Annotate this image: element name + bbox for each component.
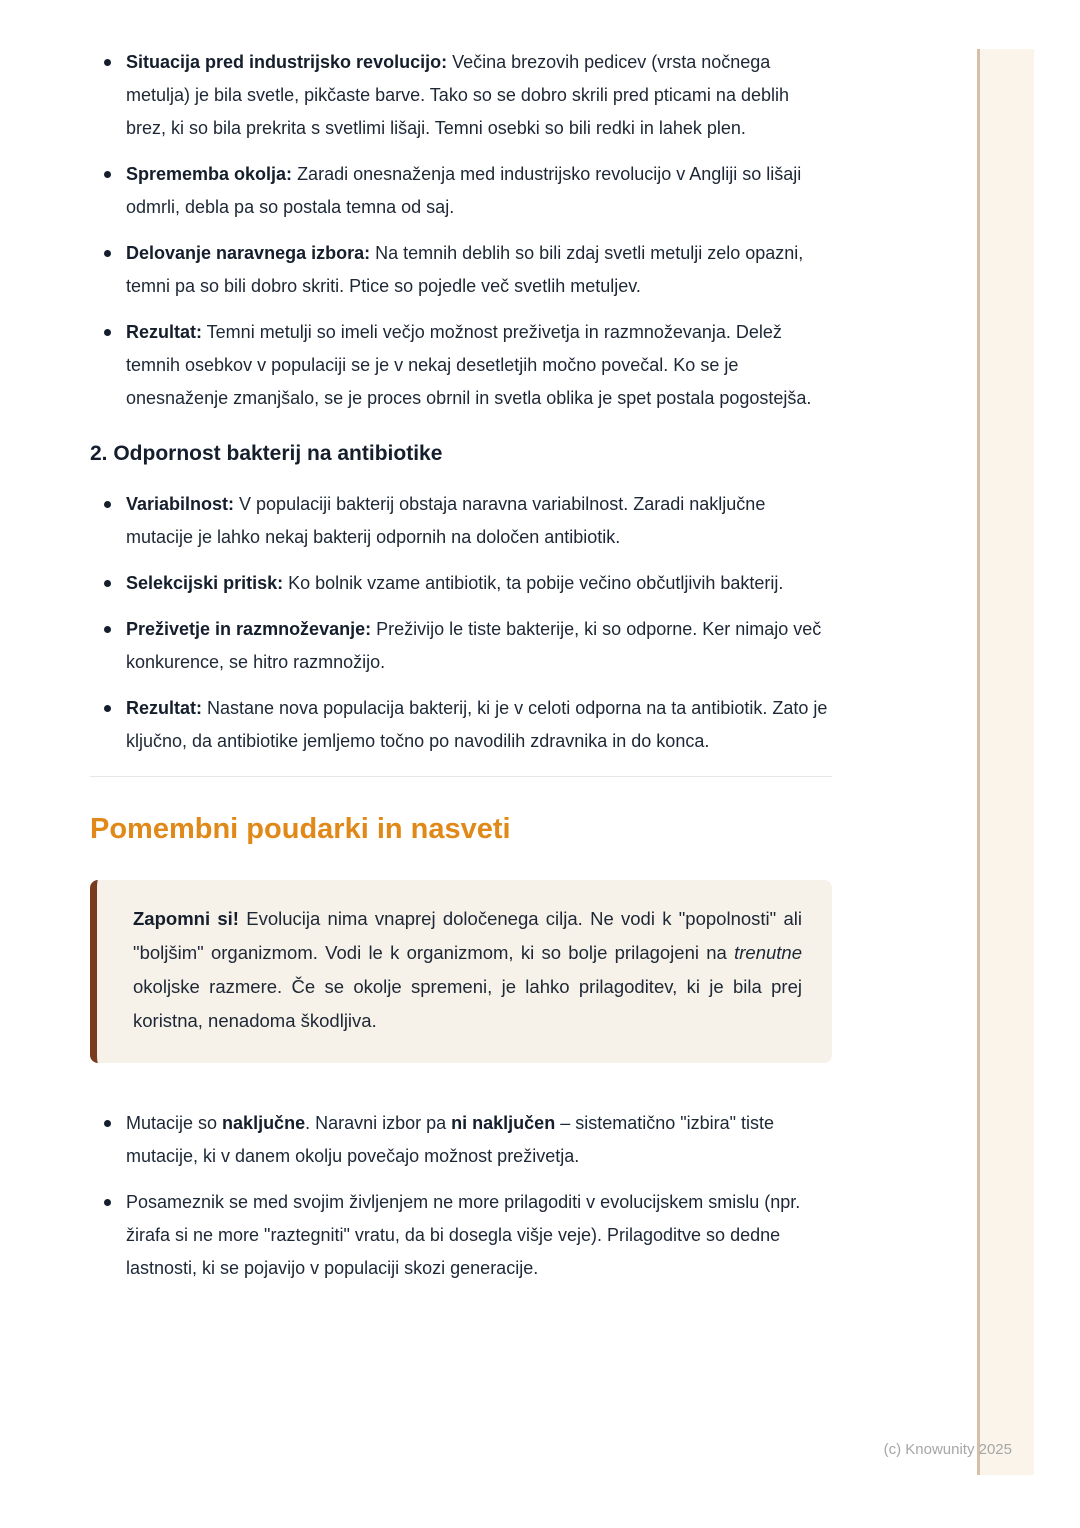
bold-run: Zapomni si! — [133, 908, 239, 929]
key-points-list — [90, 1107, 832, 1285]
moth-example-list — [90, 46, 832, 415]
text-run: Večina brezovih pedicev (vrsta nočnega metulja) je bila svetle, pikčaste barve. Tako so se dobro skrili pred pticami na deblih brez, ki so bila prekrita s svetlimi lišaji. Temni osebki so bili redki in lahek plen. — [126, 52, 789, 138]
bold-run: Situacija pred industrijsko revolucijo: — [126, 52, 448, 72]
bacteria-resistance-list — [90, 488, 832, 758]
text-run: Posameznik se med svojim življenjem ne more prilagoditi v evolucijskem smislu (npr. žirafa si ne more "raztegniti" vratu, da bi dosegla višje veje). Prilagoditve so dedne lastnosti, ki se pojavijo v populaciji skozi generacije. — [126, 1192, 801, 1278]
text-run: Evolucija nima vnaprej določenega cilja. Ne vodi k "popolnosti" ali "boljšim" organizmom. Vodi le k organizmom, ki so bolje prilagojeni na — [133, 908, 803, 963]
highlights-heading: Pomembni poudarki in nasveti — [90, 813, 511, 845]
copyright-watermark: (c) Knowunity 2025 — [883, 1441, 1012, 1458]
remember-callout — [90, 880, 832, 1063]
bold-run: Rezultat: — [126, 322, 202, 342]
bold-run: Preživetje in razmnoževanje: — [126, 619, 372, 639]
text-run: V populaciji bakterij obstaja naravna variabilnost. Zaradi naključne mutacije je lahko nekaj bakterij odpornih na določen antibiotik. — [126, 494, 766, 547]
text-run: Nastane nova populacija bakterij, ki je v celoti odporna na ta antibiotik. Zato je ključno, da antibiotike jemljemo točno po navodilih zdravnika in do konca. — [126, 698, 828, 751]
text-run: Ko bolnik vzame antibiotik, ta pobije večino občutljivih bakterij. — [283, 573, 784, 593]
bold-run: ni naključen — [451, 1113, 556, 1133]
text-run: Na temnih deblih so bili zdaj svetli metulji zelo opazni, temni pa so bili dobro skriti. Ptice so pojedle več svetlih metuljev. — [126, 243, 804, 296]
text-run: Preživijo le tiste bakterije, ki so odporne. Ker nimajo več konkurence, se hitro razmnožijo. — [126, 619, 822, 672]
bold-run: Delovanje naravnega izbora: — [126, 243, 371, 263]
bold-run: Variabilnost: — [126, 494, 235, 514]
text-run: Zaradi onesnaženja med industrijsko revolucijo v Angliji so lišaji odmrli, debla pa so postala temna od saj. — [126, 164, 802, 217]
next-page-edge — [977, 49, 1034, 1475]
remember-callout-text — [133, 902, 802, 1038]
section-heading-bacteria: 2. Odpornost bakterij na antibiotike — [90, 442, 443, 465]
list-item — [90, 158, 832, 224]
document-content — [90, 0, 832, 1298]
text-run: – sistematično "izbira" tiste mutacije, ki v danem okolju povečajo možnost preživetja. — [126, 1113, 775, 1166]
list-item — [90, 692, 832, 758]
text-run: Mutacije so — [126, 1113, 223, 1133]
list-item — [90, 1107, 832, 1173]
list-item — [90, 613, 832, 679]
bold-run: Sprememba okolja: — [126, 164, 293, 184]
list-item — [90, 46, 832, 145]
list-item — [90, 488, 832, 554]
bold-run: Selekcijski pritisk: — [126, 573, 284, 593]
list-item — [90, 316, 832, 415]
bold-run: Rezultat: — [126, 698, 202, 718]
section-divider — [90, 776, 832, 777]
italic-run: trenutne — [734, 942, 802, 963]
list-item — [90, 1186, 832, 1285]
list-item — [90, 567, 832, 600]
bold-run: naključne — [222, 1113, 306, 1133]
list-item — [90, 237, 832, 303]
text-run: Temni metulji so imeli večjo možnost preživetja in razmnoževanja. Delež temnih osebkov v populaciji se je v nekaj desetletjih močno povečal. Ko se je onesnaženje zmanjšalo, se je proces obrnil in svetla oblika je spet postala pogostejša. — [126, 322, 812, 408]
text-run: okoljske razmere. Če se okolje spremeni, je lahko prilagoditev, ki je bila prej koristna, nenadoma škodljiva. — [133, 976, 802, 1031]
text-run: . Naravni izbor pa — [305, 1113, 452, 1133]
